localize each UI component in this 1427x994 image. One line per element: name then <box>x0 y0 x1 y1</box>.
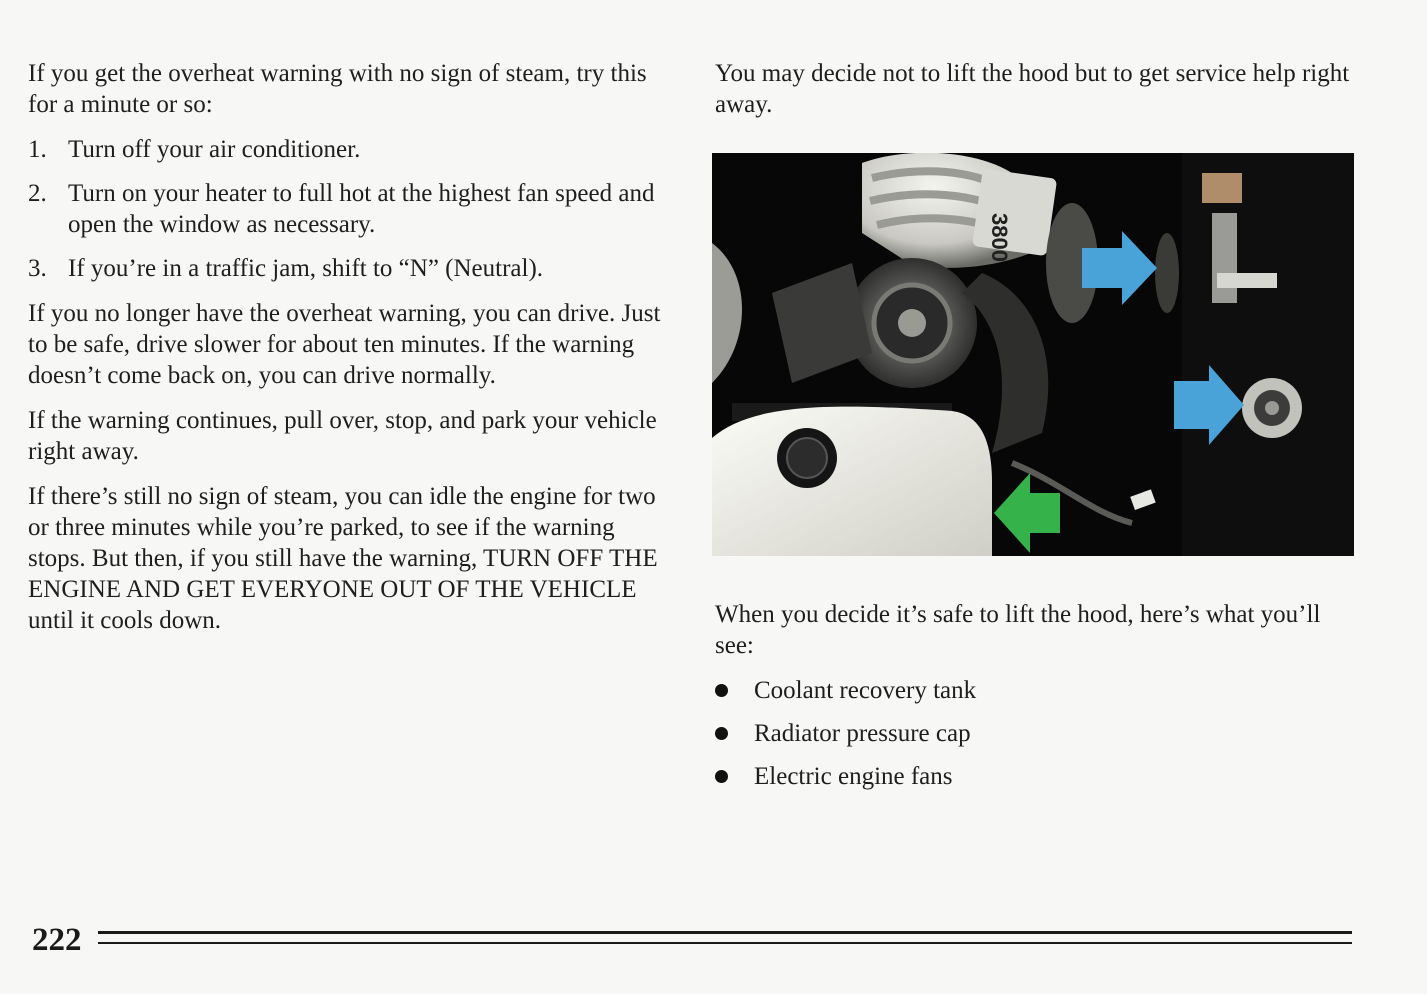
footer-rule <box>98 942 1352 944</box>
list-item <box>28 253 678 284</box>
list-item <box>715 761 1355 792</box>
components-list <box>715 675 1355 792</box>
no-steam-paragraph: If there’s still no sign of steam, you can idle the engine for two or three minutes while you’re parked, to see if the warning stops. But then, if you still have the warning, TURN OFF THE ENGINE AND GET EVERYONE OUT OF THE VEHICLE until it cools down. <box>28 483 658 634</box>
step-text: Turn on your heater to full hot at the highest fan speed and open the window as necessary. <box>68 180 655 238</box>
steps-list <box>28 134 678 284</box>
component-label: Electric engine fans <box>754 763 953 790</box>
list-item <box>715 675 1355 706</box>
step-text: If you’re in a traffic jam, shift to “N” (Neutral). <box>68 255 544 282</box>
page-number: 222 <box>32 922 82 958</box>
bullet-icon <box>715 684 728 697</box>
hood-section <box>715 599 1355 804</box>
list-item <box>28 178 678 240</box>
step-number: 3. <box>28 255 47 282</box>
footer-rule <box>98 931 1352 934</box>
hood-intro: When you decide it’s safe to lift the hood, here’s what you’ll see: <box>715 601 1321 659</box>
radiator-area <box>1155 153 1354 556</box>
page-footer <box>30 920 1352 960</box>
step-number: 1. <box>28 136 47 163</box>
step-number: 2. <box>28 180 47 207</box>
step-text: Turn off your air conditioner. <box>68 136 361 163</box>
overheat-intro: If you get the overheat warning with no sign of steam, try this for a minute or so: <box>28 60 647 118</box>
list-item <box>715 718 1355 749</box>
service-intro: You may decide not to lift the hood but to get service help right away. <box>715 60 1350 118</box>
bullet-icon <box>715 770 728 783</box>
engine-badge: 3800 <box>987 213 1012 262</box>
engine-illustration <box>712 153 1354 556</box>
bullet-icon <box>715 727 728 740</box>
left-column <box>28 58 678 650</box>
component-label: Coolant recovery tank <box>754 677 977 704</box>
no-warning-paragraph: If you no longer have the overheat warning, you can drive. Just to be safe, drive slower for about ten minutes. If the warning doesn’t come back on, you can drive normally. <box>28 300 661 389</box>
component-label: Radiator pressure cap <box>754 720 971 747</box>
warning-continues-paragraph: If the warning continues, pull over, stop, and park your vehicle right away. <box>28 407 657 465</box>
list-item <box>28 134 678 165</box>
engine-photo <box>712 153 1354 556</box>
